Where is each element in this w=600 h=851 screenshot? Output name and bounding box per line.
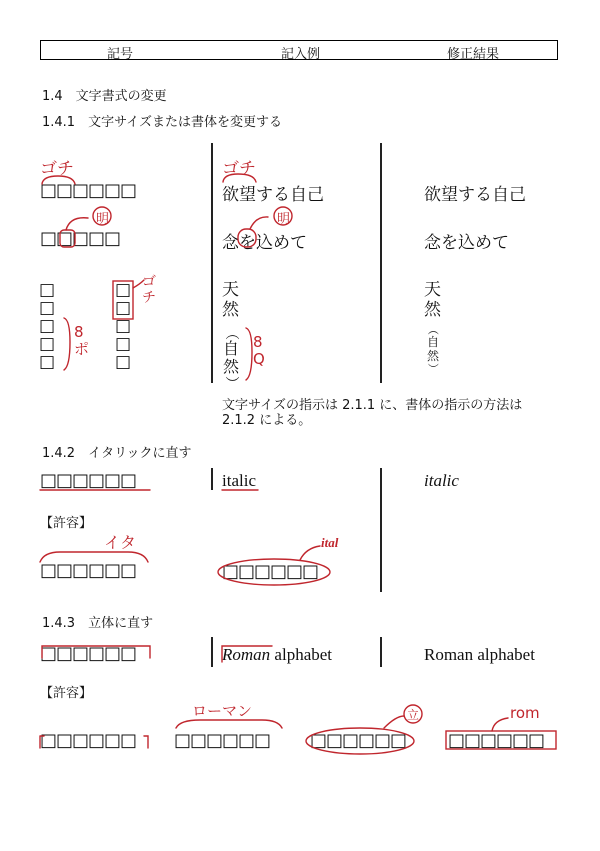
vbox: □ — [114, 280, 132, 300]
boxes-row-roman-allow4: □□□□□□ — [448, 730, 545, 751]
example-vertical-paren — [222, 326, 240, 390]
result-ten: 天 — [424, 280, 441, 300]
vert-zen: 然 — [222, 300, 239, 320]
boxes-row-roman: □□□□□□ — [40, 643, 137, 664]
example-roman-word: Roman — [222, 645, 271, 664]
header-symbol: 記号 — [107, 47, 134, 62]
vertical-boxes-right — [114, 281, 132, 371]
result-paren-open: （ — [426, 324, 440, 335]
mark-go: ゴ — [142, 274, 156, 290]
header-example: 記入例 — [281, 47, 321, 62]
result-ji: 自 — [426, 335, 439, 349]
ital-leader — [300, 546, 320, 560]
result-paren-close: ） — [426, 363, 440, 374]
note-1-4-1: 文字サイズの指示は 2.1.1 に、書体の指示の方法は 2.1.2 による。 — [222, 398, 523, 428]
mark-roman: ローマン — [192, 702, 253, 720]
boxes-row-ita: □□□□□□ — [40, 560, 137, 581]
vert-paren-close: ） — [223, 376, 239, 390]
mark-8po — [74, 324, 88, 358]
column-divider-3 — [211, 468, 213, 490]
result-gochi: 欲望する自己 — [424, 185, 526, 205]
mark-gochi: ゴチ — [40, 159, 74, 179]
example-vertical — [222, 280, 240, 320]
mark-gochi-vertical — [142, 274, 156, 306]
boxes-row-roman-allow1: □□□□□□ — [40, 730, 137, 751]
column-divider-6 — [380, 637, 382, 667]
kyoyo-label-1: 【許容】 — [40, 516, 93, 531]
example-alphabet: alphabet — [274, 645, 333, 664]
section-1-4-1-title: 1.4.1 文字サイズまたは書体を変更する — [42, 115, 283, 130]
result-roman: Roman alphabet — [424, 645, 535, 664]
vertical-boxes-left — [38, 281, 56, 371]
header-result: 修正結果 — [447, 47, 500, 62]
mark-rom: rom — [510, 704, 540, 722]
example-min — [222, 228, 307, 253]
column-divider-5 — [211, 637, 213, 667]
mark-ital: ital — [321, 535, 339, 550]
roman-allow-bracket-1b — [144, 736, 148, 748]
vbox: □ — [38, 298, 56, 318]
example-gochi — [222, 180, 324, 205]
column-divider-1 — [211, 143, 213, 383]
boxes-row-roman-allow2: □□□□□□ — [174, 730, 271, 751]
example-min-mid: を — [239, 233, 256, 253]
mark-po: ポ — [74, 340, 90, 358]
section-1-4-3-title: 1.4.3 立体に直す — [42, 616, 154, 631]
roman-bracket-top — [176, 720, 282, 728]
mark-eight: 8 — [74, 323, 84, 341]
boxes-row-ital: □□□□□□ — [222, 561, 319, 582]
q-bracket — [246, 328, 252, 380]
result-zen: 然 — [424, 300, 441, 320]
vert-ji: 自 — [222, 339, 239, 358]
vert-zen2: 然 — [222, 357, 239, 376]
mark-gochi-example: ゴチ — [222, 159, 256, 179]
boxes-row-gochi: □□□□□□ — [40, 180, 137, 201]
boxes-row-min: □□□□□ — [40, 228, 121, 249]
vert-paren-open: （ — [223, 326, 239, 340]
vbox: □ — [114, 298, 132, 318]
example-gochi-post: 望する自己 — [239, 185, 324, 205]
mark-q: Q — [253, 350, 265, 368]
vbox: □ — [38, 316, 56, 336]
mark-ritsu: 立 — [407, 708, 420, 722]
boxes-row-italic: □□□□□□ — [40, 470, 137, 491]
column-divider-2 — [380, 143, 382, 383]
vbox: □ — [38, 334, 56, 354]
result-vertical — [424, 280, 442, 320]
mark-ita: イタ — [104, 533, 137, 552]
mark-chi: チ — [142, 290, 156, 306]
kyoyo-label-2: 【許容】 — [40, 686, 93, 701]
mark-min: 明 — [96, 212, 110, 227]
vbox: □ — [38, 280, 56, 300]
result-italic: italic — [424, 471, 459, 490]
mark-8q — [253, 334, 267, 368]
section-1-4-title: 1.4 文字書式の変更 — [42, 89, 167, 104]
column-divider-4 — [380, 468, 382, 592]
vert-ten: 天 — [222, 280, 239, 300]
example-gochi-pre: 欲 — [222, 185, 239, 205]
example-italic: italic — [222, 471, 256, 490]
pt-bracket — [64, 318, 70, 370]
example-min-post: 込めて — [256, 233, 307, 253]
vbox: □ — [38, 352, 56, 372]
section-1-4-2-title: 1.4.2 イタリックに直す — [42, 446, 192, 461]
header-table — [40, 40, 558, 60]
vbox: □ — [114, 316, 132, 336]
boxes-row-roman-allow3: □□□□□□ — [310, 730, 407, 751]
mark-min-example: 明 — [277, 212, 291, 227]
example-roman — [222, 645, 332, 665]
mark-eight-q: 8 — [253, 333, 263, 351]
vbox: □ — [114, 334, 132, 354]
vbox: □ — [114, 352, 132, 372]
result-zen2: 然 — [426, 349, 439, 363]
result-min: 念を込めて — [424, 233, 509, 253]
result-vertical-paren — [426, 324, 440, 374]
ritsu-leader — [384, 716, 404, 728]
example-min-pre: 念 — [222, 233, 239, 253]
